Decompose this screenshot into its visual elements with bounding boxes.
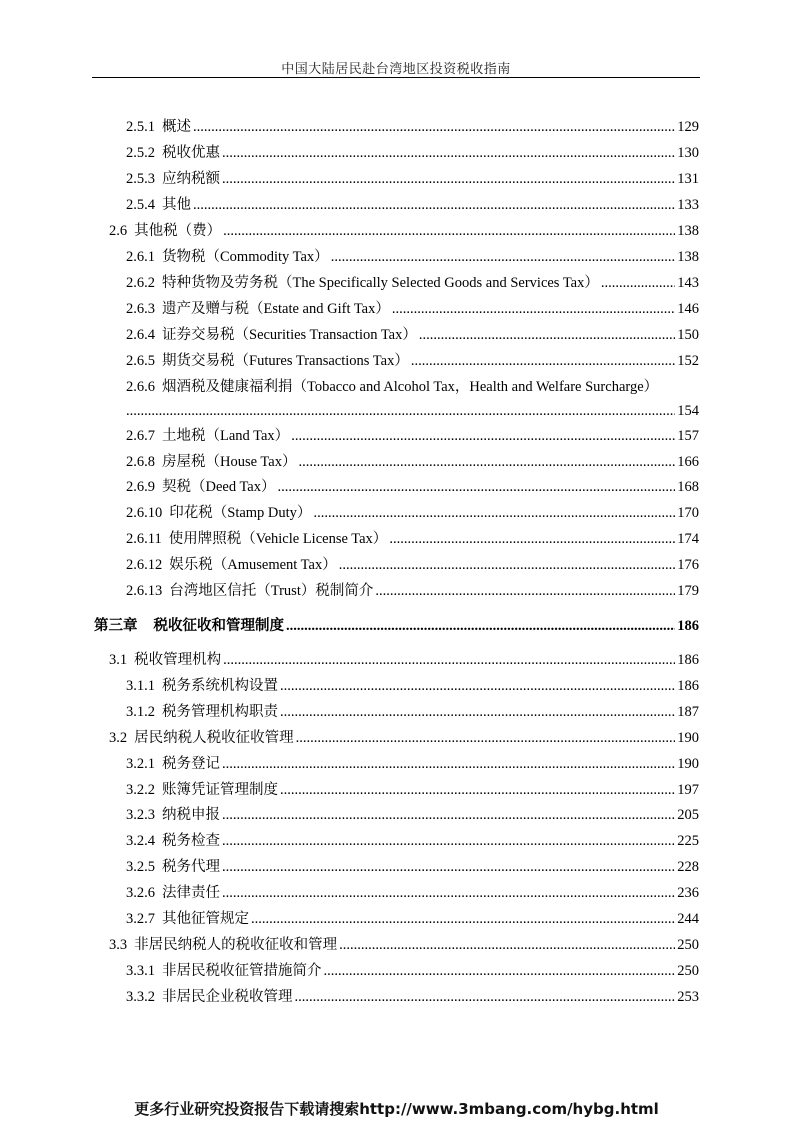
toc-entry-number: 3.3.2 <box>126 989 155 1005</box>
toc-entry[interactable] <box>126 274 699 292</box>
toc-entry-number: 2.5.1 <box>126 119 155 135</box>
toc-entry-title: 税收优惠 <box>162 145 220 161</box>
toc-entry-page: 179 <box>677 583 699 599</box>
toc-entry-number: 3.2.6 <box>126 885 155 901</box>
toc-entry-title: 居民纳税人税收征收管理 <box>134 730 294 746</box>
toc-section-entry[interactable] <box>109 651 699 669</box>
toc-entry[interactable] <box>126 832 699 850</box>
dot-leader <box>222 806 675 824</box>
toc-entry-title: 房屋税（House Tax） <box>162 454 297 470</box>
toc-entry-page: 154 <box>677 403 699 419</box>
toc-entry-number: 2.5.2 <box>126 145 155 161</box>
dot-leader <box>324 962 676 980</box>
toc-entry-page: 197 <box>677 782 699 798</box>
toc-entry-title: 非居民纳税人的税收征收和管理 <box>134 937 338 953</box>
toc-entry-title: 印花税（Stamp Duty） <box>169 505 312 521</box>
toc-entry-page: 129 <box>677 119 699 135</box>
toc-entry-number: 2.6.3 <box>126 301 155 317</box>
dot-leader <box>298 453 675 471</box>
toc-entry[interactable] <box>126 703 699 721</box>
toc-entry-page: 168 <box>677 479 699 495</box>
dot-leader <box>411 352 675 370</box>
dot-leader <box>286 617 675 635</box>
dot-leader <box>280 781 675 799</box>
toc-entry-number: 3.3.1 <box>126 963 155 979</box>
toc-entry-page: 250 <box>677 937 699 953</box>
toc-entry[interactable] <box>126 300 699 318</box>
toc-entry-number: 2.6.9 <box>126 479 155 495</box>
dot-leader <box>313 504 675 522</box>
toc-entry-title: 台湾地区信托（Trust）税制简介 <box>169 583 374 599</box>
toc-entry-page: 133 <box>677 197 699 213</box>
dot-leader <box>392 300 675 318</box>
toc-entry-title: 税务管理机构职责 <box>162 704 278 720</box>
toc-entry[interactable] <box>126 196 699 214</box>
toc-entry-number: 2.6.2 <box>126 275 155 291</box>
toc-entry-number: 3.2.4 <box>126 833 155 849</box>
toc-entry-page: 225 <box>677 833 699 849</box>
toc-entry[interactable] <box>126 677 699 695</box>
toc-entry-number: 2.6.11 <box>126 531 162 547</box>
toc-entry-number: 3.2.3 <box>126 807 155 823</box>
toc-entry-number: 3.2.1 <box>126 756 155 772</box>
toc-entry-title: 特种货物及劳务税（The Specifically Selected Goods and Services Tax） <box>162 275 599 291</box>
toc-entry-number: 2.5.4 <box>126 197 155 213</box>
toc-entry[interactable] <box>126 504 699 522</box>
toc-section-entry[interactable] <box>109 222 699 240</box>
toc-entry[interactable] <box>126 988 699 1006</box>
toc-entry-page: 152 <box>677 353 699 369</box>
toc-entry[interactable] <box>126 781 699 799</box>
toc-entry-page: 157 <box>677 428 699 444</box>
dot-leader <box>126 402 675 420</box>
toc-entry[interactable] <box>126 858 699 876</box>
toc-entry-number: 3.1.1 <box>126 678 155 694</box>
toc-entry-number: 3.1 <box>109 652 128 668</box>
toc-entry-page: 187 <box>677 704 699 720</box>
toc-entry-number: 2.6.13 <box>126 583 163 599</box>
dot-leader <box>193 118 675 136</box>
dot-leader <box>222 858 675 876</box>
toc-entry-title: 应纳税额 <box>162 171 220 187</box>
dot-leader <box>223 651 675 669</box>
toc-entry[interactable] <box>126 144 699 162</box>
toc-entry[interactable] <box>126 556 699 574</box>
toc-entry[interactable] <box>126 326 699 344</box>
toc-entry-page: 130 <box>677 145 699 161</box>
toc-entry-page: 250 <box>677 963 699 979</box>
toc-entry-number: 3.3 <box>109 937 128 953</box>
toc-entry-title: 法律责任 <box>162 885 220 901</box>
dot-leader <box>339 936 675 954</box>
toc-entry-page: 190 <box>677 756 699 772</box>
dot-leader <box>251 910 675 928</box>
dot-leader <box>296 729 676 747</box>
dot-leader <box>222 170 675 188</box>
dot-leader <box>280 677 675 695</box>
header-rule <box>92 77 700 78</box>
download-link-footer[interactable]: 更多行业研究投资报告下载请搜索http://www.3mbang.com/hybg.html <box>134 1100 659 1118</box>
toc-entry-title: 期货交易税（Futures Transactions Tax） <box>162 353 409 369</box>
dot-leader <box>222 144 675 162</box>
dot-leader <box>278 478 676 496</box>
toc-entry-title: 非居民企业税收管理 <box>162 989 293 1005</box>
toc-entry-page: 146 <box>677 301 699 317</box>
dot-leader <box>223 222 675 240</box>
toc-entry[interactable] <box>126 582 699 600</box>
toc-entry-number: 2.6.5 <box>126 353 155 369</box>
dot-leader <box>222 884 675 902</box>
toc-entry-title: 税务系统机构设置 <box>162 678 278 694</box>
toc-section-entry[interactable] <box>109 936 699 954</box>
dot-leader <box>222 755 675 773</box>
toc-entry-page: 228 <box>677 859 699 875</box>
toc-entry[interactable] <box>126 453 699 471</box>
toc-entry-title: 税务代理 <box>162 859 220 875</box>
toc-entry[interactable] <box>126 755 699 773</box>
toc-entry-page: 205 <box>677 807 699 823</box>
toc-entry-number: 3.2.7 <box>126 911 155 927</box>
toc-entry-number: 3.2.2 <box>126 782 155 798</box>
toc-entry-title: 税务登记 <box>162 756 220 772</box>
toc-entry-number: 2.6.7 <box>126 428 155 444</box>
toc-entry-number: 3.2.5 <box>126 859 155 875</box>
toc-entry-title: 账簿凭证管理制度 <box>162 782 278 798</box>
toc-entry-page: 166 <box>677 454 699 470</box>
toc-entry-page: 253 <box>677 989 699 1005</box>
toc-entry-number: 2.6 <box>109 223 128 239</box>
toc-section-entry[interactable] <box>109 729 699 747</box>
toc-entry[interactable] <box>126 248 699 266</box>
toc-entry-number: 2.6.8 <box>126 454 155 470</box>
toc-entry[interactable] <box>126 910 699 928</box>
toc-entry-title: 土地税（Land Tax） <box>162 428 290 444</box>
toc-entry-page: 170 <box>677 505 699 521</box>
dot-leader <box>280 703 675 721</box>
dot-leader <box>295 988 676 1006</box>
toc-entry-number: 2.6.10 <box>126 505 163 521</box>
toc-entry-page: 138 <box>677 249 699 265</box>
toc-entry-page: 244 <box>677 911 699 927</box>
toc-entry-number: 2.6.6 <box>126 379 155 395</box>
toc-entry[interactable] <box>126 530 699 548</box>
toc-entry-number: 2.6.12 <box>126 557 163 573</box>
dot-leader <box>339 556 676 574</box>
dot-leader <box>222 832 675 850</box>
toc-entry[interactable] <box>126 962 699 980</box>
toc-entry-title: 契税（Deed Tax） <box>162 479 276 495</box>
toc-entry-page: 186 <box>677 652 699 668</box>
toc-chapter-title: 税收征收和管理制度 <box>153 618 284 634</box>
dot-leader <box>193 196 675 214</box>
toc-entry[interactable] <box>126 806 699 824</box>
toc-entry-number: 2.5.3 <box>126 171 155 187</box>
dot-leader <box>419 326 675 344</box>
toc-entry-page: 186 <box>677 678 699 694</box>
toc-entry-number: 2.6.4 <box>126 327 155 343</box>
toc-entry-page: 131 <box>677 171 699 187</box>
toc-chapter-entry[interactable] <box>94 617 699 635</box>
toc-entry[interactable] <box>126 884 699 902</box>
toc-entry-page: 150 <box>677 327 699 343</box>
toc-entry[interactable] <box>126 170 699 188</box>
toc-entry-number: 3.2 <box>109 730 128 746</box>
toc-entry-title: 概述 <box>162 119 191 135</box>
toc-entry-title: 烟酒税及健康福利捐（Tobacco and Alcohol Tax，Health and Welfare Surcharge） <box>162 379 659 395</box>
dot-leader <box>601 274 675 292</box>
toc-entry-title: 遗产及赠与税（Estate and Gift Tax） <box>162 301 390 317</box>
toc-chapter-number: 第三章 <box>94 618 138 634</box>
toc-entry-continuation[interactable] <box>126 402 699 420</box>
toc-entry[interactable] <box>126 378 716 396</box>
toc-entry[interactable] <box>126 352 699 370</box>
toc-entry-title: 纳税申报 <box>162 807 220 823</box>
toc-entry-title: 其他税（费） <box>134 223 222 239</box>
dot-leader <box>389 530 675 548</box>
toc-entry[interactable] <box>126 118 699 136</box>
toc-entry-title: 货物税（Commodity Tax） <box>162 249 329 265</box>
toc-entry-title: 非居民税收征管措施简介 <box>162 963 322 979</box>
dot-leader <box>375 582 675 600</box>
toc-entry-number: 2.6.1 <box>126 249 155 265</box>
toc-entry-title: 使用牌照税（Vehicle License Tax） <box>168 531 388 547</box>
toc-entry[interactable] <box>126 478 699 496</box>
toc-entry-title: 税收管理机构 <box>134 652 222 668</box>
page-header: 中国大陆居民赴台湾地区投资税收指南 <box>281 61 511 76</box>
toc-entry-number: 3.1.2 <box>126 704 155 720</box>
toc-entry-page: 174 <box>677 531 699 547</box>
toc-entry[interactable] <box>126 427 699 445</box>
dot-leader <box>331 248 676 266</box>
toc-entry-title: 其他 <box>162 197 191 213</box>
toc-entry-page: 190 <box>677 730 699 746</box>
dot-leader <box>291 427 675 445</box>
toc-entry-page: 138 <box>677 223 699 239</box>
toc-entry-page: 236 <box>677 885 699 901</box>
toc-entry-page: 143 <box>677 275 699 291</box>
toc-entry-title: 其他征管规定 <box>162 911 249 927</box>
toc-entry-page: 186 <box>677 618 699 634</box>
toc-entry-page: 176 <box>677 557 699 573</box>
toc-entry-title: 证券交易税（Securities Transaction Tax） <box>162 327 417 343</box>
toc-entry-title: 娱乐税（Amusement Tax） <box>169 557 337 573</box>
toc-entry-title: 税务检查 <box>162 833 220 849</box>
